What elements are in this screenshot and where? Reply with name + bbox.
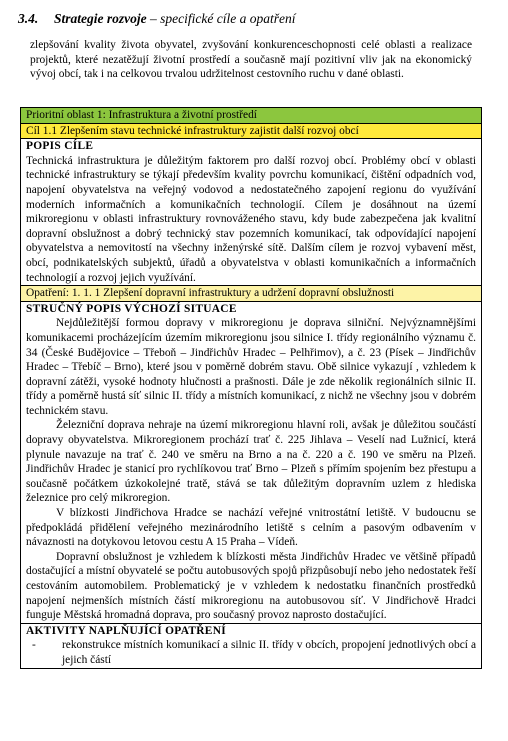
situation-paragraph: Nejdůležitější formou dopravy v mikroregionu je doprava silniční. Nejvýznamnějšími komunikacemi procházejícím územím mikroregionu jsou silnice I. třídy regionálního významu č. 34 (České Budějovice – Třeboň – Jindřichův Hradec – Pelhřimov), a č. 23 (Písek – Jindřichův Hradec – Třebíč – Brno), které jsou v poměrně dobrém stavu. Obě silnice vykazují , vzhledem k dopravní zátěži, vysoké hodnoty hlučnosti a prašnosti. Dále je zde několik regionálních silnic II. třídy a poměrně hustá síť silnic II. třídy a místních komunikací, z nichž ne všechny jsou v dobrém technickém stavu. [26,317,476,417]
goal-row: Cíl 1.1 Zlepšením stavu technické infrastruktury zajistit další rozvoj obcí [21,124,481,140]
section-title: Strategie rozvoje [54,11,147,26]
activities-heading: AKTIVITY NAPLŇUJÍCÍ OPATŘENÍ [26,624,226,637]
priority-row: Prioritní oblast 1: Infrastruktura a životní prostředí [21,108,481,124]
goal-description-text: Technická infrastruktura je důležitým faktorem pro další rozvoj obcí. Problémy obcí v oblasti technické infrastruktury se týkají především kvality povrchu komunikací, čištění odpadních vod, napojení obyvatelstva na veřejný vodovod a nedostatečného zapojení regionu do využívání moderních informačních a komunikačních technologií. Cílem je dosáhnout na území mikroregionu v oblasti infrastruktury rovnováženého stavu, kdy bude zabezpečena jak kvalitní dopravní obslužnost a dobrý technický stav pozemních komunikací, tak odpovídající napojení obyvatelstva a nemovitostí na všechny inženýrské sítě. Dalším cílem je rozvoj vybavení měst, obcí, podnikatelských subjektů, úřadů a obyvatelstva v oblasti komunikačních a informačních technologií a rozvoj jejich využívání. [26,154,476,284]
bullet-dash: - [32,639,36,652]
situation-paragraph: Železniční doprava nehraje na území mikroregionu hlavní roli, avšak je důležitou součástí dopravy obyvatelstva. Mikroregionem prochází trať č. 225 Jihlava – Veselí nad Lužnicí, která plynule navazuje na trať č. 240 ve směru na Brno a na č. 220 a č. 190 ve směru na Plzeň. Jindřichův Hradec je stanicí pro rychlíkovou trať Brno – Plzeň s přímím spojením bez přestupu a současně počátkem úzkokolejné tratě, stává se tak důležitým dopravním uzlem z hlediska železnice pro celý mikroregion. [26,419,476,505]
measure-row: Opatření: 1. 1. 1 Zlepšení dopravní infrastruktury a udržení dopravní obslužnosti [21,286,481,302]
situation-paragraph: Dopravní obslužnost je vzhledem k blízkosti města Jindřichův Hradec ve většině případů dostačující a místní obyvatelé se počtu autobusových spojů přizpůsobují nebo jeho nedostatek řeší cestováním automobilem. Problematický je v vzhledem k nedostatku finančních prostředků napojení nejmenších místních částí mikroregionu na autobusovou síť. V Jindřichově Hradci funguje Městská hromadná doprava, pro současný provoz naprosto dostačující. [26,550,476,622]
section-heading [18,12,295,27]
strategy-table [20,107,482,669]
activity-text: rekonstrukce místních komunikací a silnic II. třídy v obcích, propojení jednotlivých obcí a jejich částí [62,639,476,666]
situation-paragraph: V blízkosti Jindřichova Hradce se nachází veřejné vnitrostátní letiště. V budoucnu se předpokládá přidělení veřejného mezinárodního letiště s celním a pasovým odbavením v návaznosti na dotykovou letovou cestu A 15 Praha – Vídeň. [26,507,476,549]
situation-heading: STRUČNÝ POPIS VÝCHOZÍ SITUACE [26,302,237,315]
intro-paragraph: zlepšování kvality života obyvatel, zvyšování konkurenceschopnosti celé oblasti a realizace projektů, které nezatěžují životní prostředí a současně mají pozitivní vliv jak na ekonomický vývoj obcí, tak i na celkovou trvalou udržitelnost cestovního ruchu v dané oblasti. [30,39,472,81]
goal-description-heading: POPIS CÍLE [26,140,94,153]
activities-cell [21,624,481,668]
activity-item [26,638,476,667]
situation-cell [21,302,481,624]
section-subtitle: – specifické cíle a opatření [146,11,296,26]
goal-description-cell [21,139,481,286]
section-number: 3.4. [18,11,39,26]
